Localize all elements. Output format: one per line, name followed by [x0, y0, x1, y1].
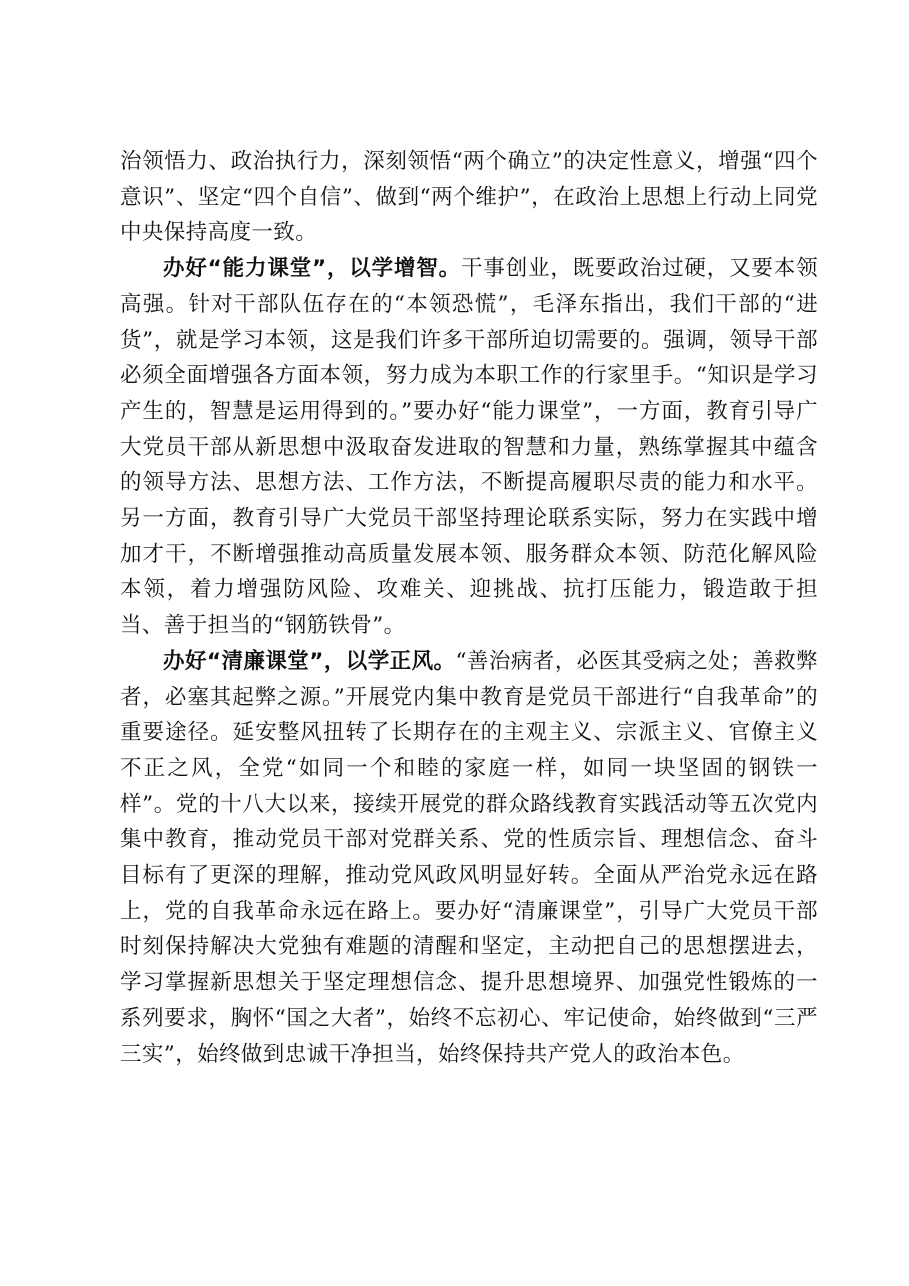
paragraph-integrity-classroom — [120, 644, 818, 1072]
paragraph-continuation — [120, 144, 818, 251]
section-heading-integrity: 办好“清廉课堂”，以学正风。 — [163, 648, 456, 674]
paragraph-text: 干事创业，既要政治过硬，又要本领高强。针对干部队伍存在的“本领恐慌”，毛泽东指出，我们干部的“进货”，就是学习本领，这是我们许多干部所迫切需要的。强调，领导干部必须全面增强各方面本领，努力成为本职工作的行家里手。“知识是学习产生的，智慧是运用得到的。”要办好“能力课堂”，一方面，教育引导广大党员干部从新思想中汲取奋发进取的智慧和力量，熟练掌握其中蕴含的领导方法、思想方法、工作方法，不断提高履职尽责的能力和水平。另一方面，教育引导广大党员干部坚持理论联系实际，努力在实践中增加才干，不断增强推动高质量发展本领、服务群众本领、防范化解风险本领，着力增强防风险、攻难关、迎挑战、抗打压能力，锻造敢于担当、善于担当的“钢筋铁骨”。 — [120, 256, 818, 639]
paragraph-text: 治领悟力、政治执行力，深刻领悟“两个确立”的决定性意义，增强“四个意识”、坚定“四个自信”、做到“两个维护”，在政治上思想上行动上同党中央保持高度一致。 — [120, 149, 818, 246]
paragraph-ability-classroom — [120, 251, 818, 644]
paragraph-text: “善治病者，必医其受病之处；善救弊者，必塞其起弊之源。”开展党内集中教育是党员干部进行“自我革命”的重要途径。延安整风扭转了长期存在的主观主义、宗派主义、官僚主义不正之风，全党“如同一个和睦的家庭一样，如同一块坚固的钢铁一样”。党的十八大以来，接续开展党的群众路线教育实践活动等五次党内集中教育，推动党员干部对党群关系、党的性质宗旨、理想信念、奋斗目标有了更深的理解，推动党风政风明显好转。全面从严治党永远在路上，党的自我革命永远在路上。要办好“清廉课堂”，引导广大党员干部时刻保持解决大党独有难题的清醒和坚定，主动把自己的思想摆进去，学习掌握新思想关于坚定理想信念、提升思想境界、加强党性锻炼的一系列要求，胸怀“国之大者”，始终不忘初心、牢记使命，始终做到“三严三实”，始终做到忠诚干净担当，始终保持共产党人的政治本色。 — [120, 648, 818, 1067]
document-body — [120, 144, 818, 1072]
section-heading-ability: 办好“能力课堂”，以学增智。 — [163, 256, 462, 282]
